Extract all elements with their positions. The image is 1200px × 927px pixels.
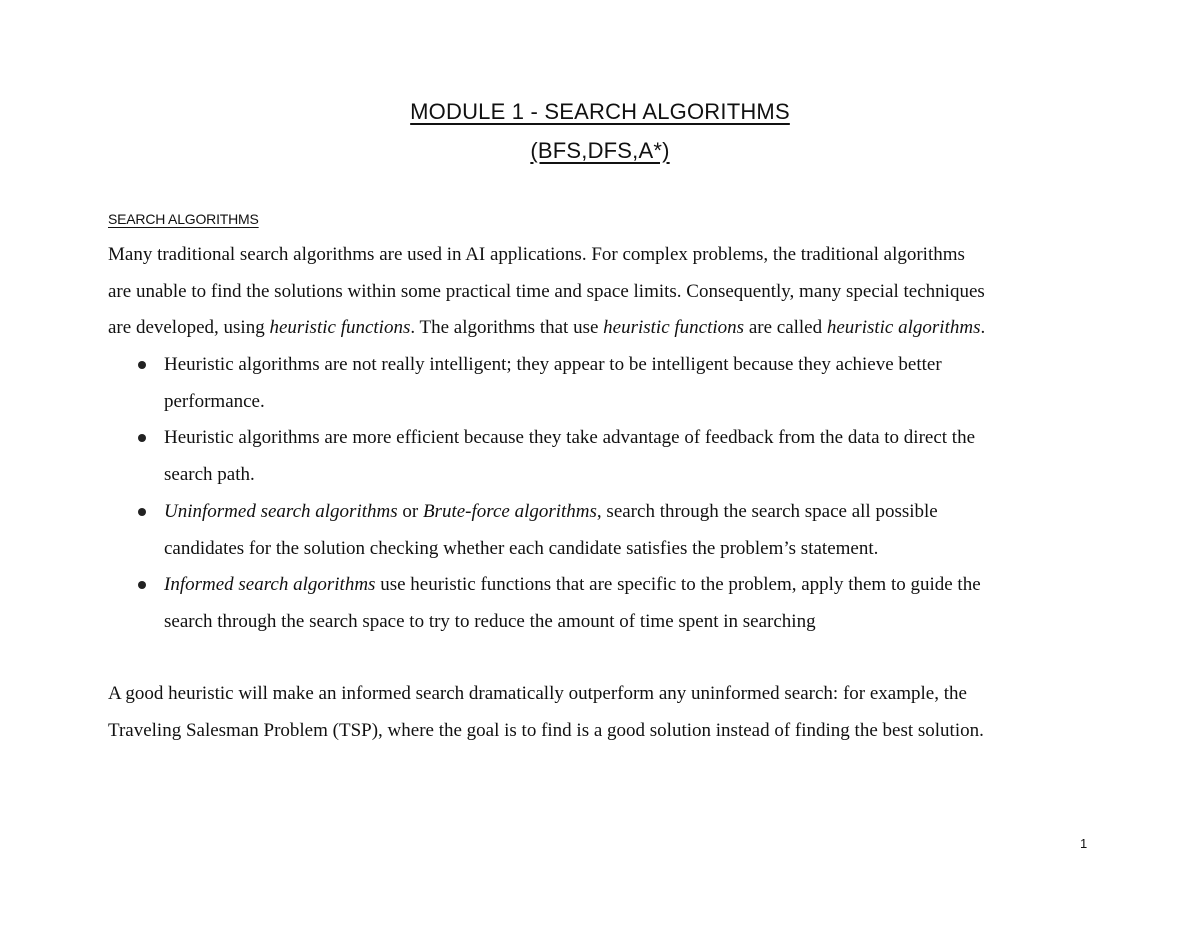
text-run: are called bbox=[744, 317, 827, 339]
closing-line-2: Traveling Salesman Problem (TSP), where the goal is to find is a good solution instead of finding the best solution. bbox=[108, 719, 984, 741]
bullet-icon bbox=[138, 508, 146, 516]
bullet-line: candidates for the solution checking whether each candidate satisfies the problem’s statement. bbox=[164, 537, 879, 559]
italic-term: heuristic algorithms bbox=[826, 317, 981, 339]
intro-line-1: Many traditional search algorithms are used in AI applications. For complex problems, the traditional algorithms bbox=[108, 244, 965, 265]
bullet-line: search through the search space to try to reduce the amount of time spent in searching bbox=[164, 610, 816, 632]
text-run: are developed, using bbox=[108, 317, 270, 339]
italic-term: Brute-force algorithms bbox=[422, 500, 597, 522]
closing-line-1: A good heuristic will make an informed search dramatically outperform any uninformed search: for example, the bbox=[108, 683, 967, 704]
text-run: use heuristic functions that are specific to the problem, apply them to guide the bbox=[375, 574, 981, 596]
bullet-line: search path. bbox=[164, 464, 255, 486]
page-title: MODULE 1 - SEARCH ALGORITHMS bbox=[410, 99, 790, 124]
bullet-line: performance. bbox=[164, 390, 265, 412]
list-item bbox=[108, 567, 1098, 640]
text-run: or bbox=[397, 500, 423, 522]
italic-term: Uninformed search algorithms bbox=[164, 500, 398, 522]
page-subtitle: (BFS,DFS,A*) bbox=[530, 138, 670, 163]
bullet-icon bbox=[138, 581, 146, 589]
bullet-line: Heuristic algorithms are more efficient because they take advantage of feedback from the data to direct the bbox=[164, 427, 976, 449]
closing-paragraph bbox=[108, 676, 1108, 749]
italic-term: heuristic functions bbox=[269, 317, 411, 339]
section-heading: SEARCH ALGORITHMS bbox=[108, 211, 259, 227]
text-run: , search through the search space all possible bbox=[596, 500, 938, 522]
text-run: . The algorithms that use bbox=[410, 317, 604, 339]
italic-term: Informed search algorithms bbox=[164, 574, 376, 596]
text-run: . bbox=[980, 317, 986, 339]
list-item bbox=[108, 494, 1098, 567]
intro-paragraph bbox=[108, 237, 1098, 347]
list-item bbox=[108, 347, 1098, 420]
page-number: 1 bbox=[1080, 836, 1088, 851]
bullet-list bbox=[108, 347, 1098, 641]
bullet-line bbox=[164, 567, 1098, 604]
italic-term: heuristic functions bbox=[603, 317, 745, 339]
list-item bbox=[108, 420, 1098, 493]
bullet-icon bbox=[138, 434, 146, 442]
bullet-icon bbox=[138, 361, 146, 369]
bullet-line bbox=[164, 494, 1098, 531]
intro-line-3 bbox=[108, 310, 1098, 347]
intro-line-2: are unable to find the solutions within some practical time and space limits. Consequently, many special techniques bbox=[108, 280, 985, 302]
bullet-line: Heuristic algorithms are not really intelligent; they appear to be intelligent because they achieve better bbox=[164, 354, 942, 375]
